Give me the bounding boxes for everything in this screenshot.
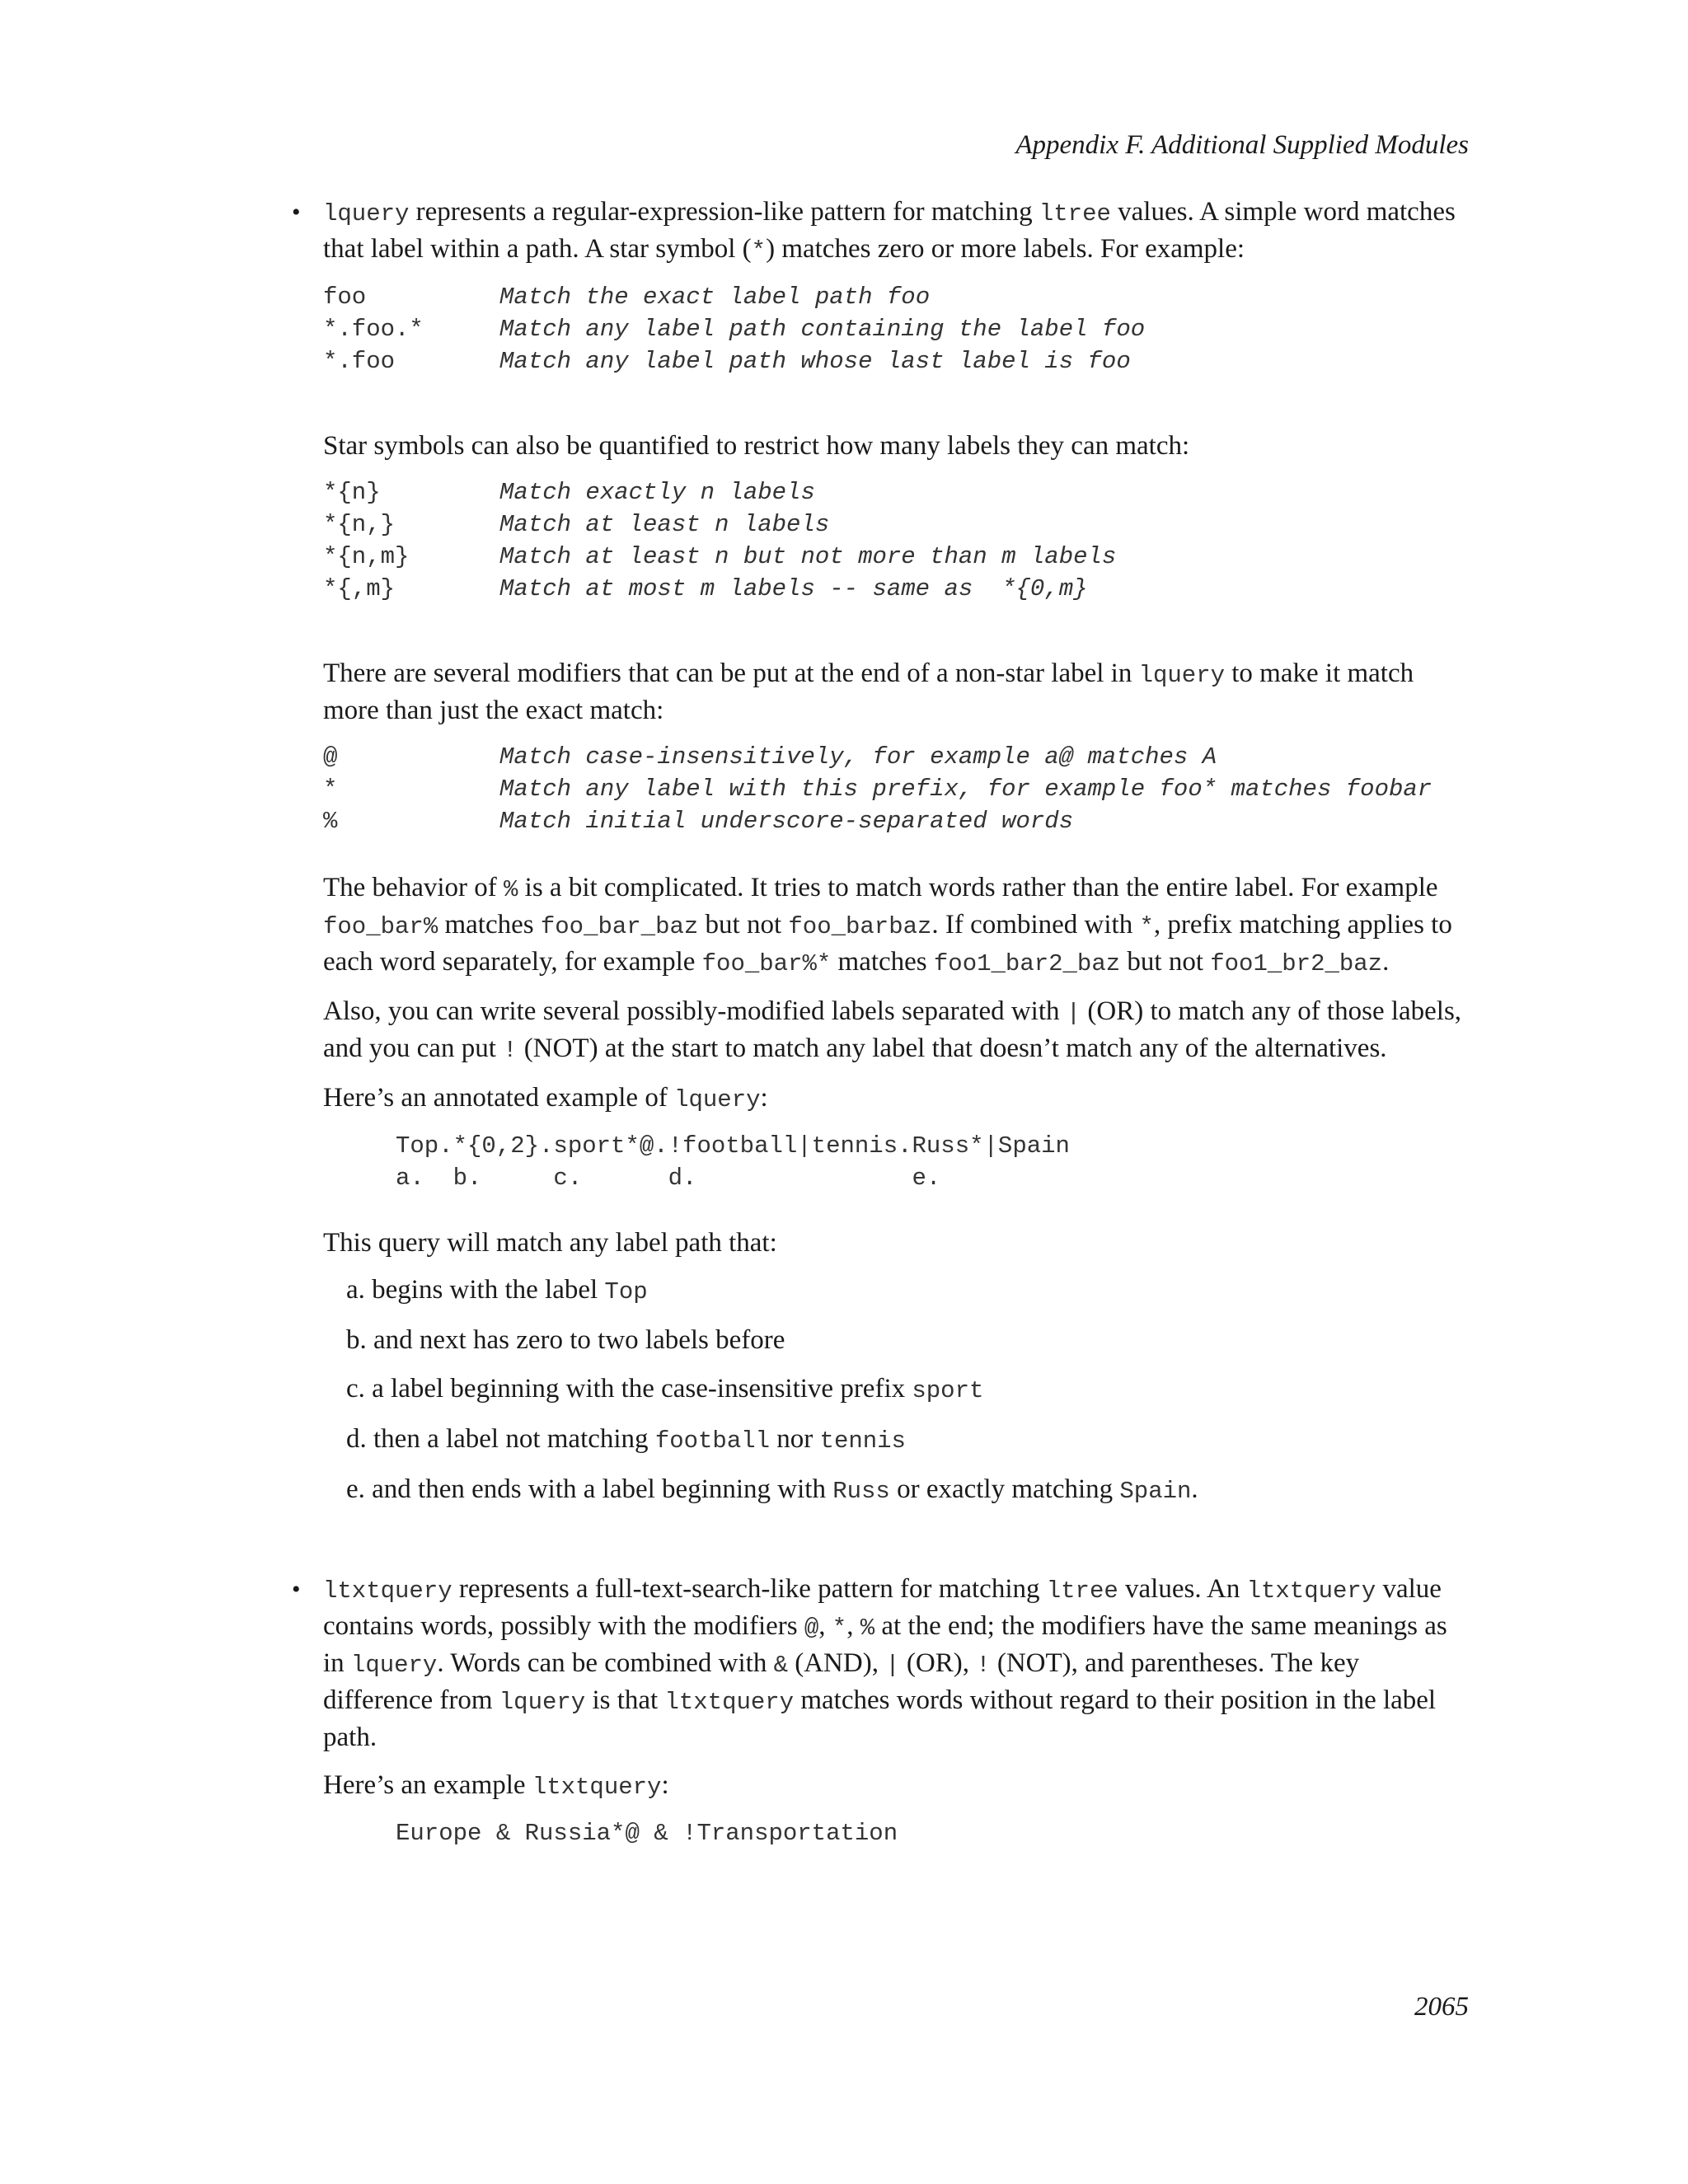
match-conditions-list xyxy=(346,1272,1469,1509)
pattern-desc: Match initial underscore-separated words xyxy=(499,808,1074,835)
text: , xyxy=(846,1611,860,1641)
percent-symbol: % xyxy=(504,876,518,903)
spacer xyxy=(323,1522,1469,1572)
text: . xyxy=(1191,1474,1198,1504)
text: Here’s an annotated example of xyxy=(323,1083,675,1113)
inline-code: football xyxy=(654,1427,771,1455)
text: but not xyxy=(698,910,789,940)
pattern-code: *{,m} xyxy=(323,575,396,602)
text: represents a full-text-search-like pattern for matching xyxy=(452,1574,1047,1604)
table-row xyxy=(323,773,1432,805)
text: . If combined with xyxy=(931,910,1140,940)
text: matches words without regard to their position in the label path. xyxy=(323,1685,1437,1752)
inline-code: foo_barbaz xyxy=(788,913,932,940)
inline-code: sport xyxy=(912,1377,984,1404)
page-body xyxy=(292,194,1469,1881)
quantifier-table xyxy=(323,476,1116,605)
inline-code: Spain xyxy=(1119,1478,1192,1505)
pattern-code: *.foo.* xyxy=(323,316,424,343)
modifier-symbol: * xyxy=(832,1615,847,1642)
modifier-symbol: @ xyxy=(804,1615,819,1642)
table-row xyxy=(323,345,1145,377)
text: foo xyxy=(886,284,931,311)
inline-code: tennis xyxy=(819,1427,906,1455)
text: at the end; the modifiers have the same meanings as in xyxy=(323,1611,1447,1678)
list-item xyxy=(346,1272,1469,1310)
term-lquery: lquery xyxy=(323,200,410,227)
text: , xyxy=(818,1611,832,1641)
table-row xyxy=(323,313,1145,345)
lquery-intro xyxy=(323,194,1469,269)
text: foo xyxy=(1087,348,1131,375)
text: matches xyxy=(831,947,934,977)
modifier-symbol: % xyxy=(860,1615,875,1642)
text: . xyxy=(1382,947,1390,977)
match-intro: This query will match any label path that: xyxy=(323,1228,777,1258)
pattern-code: *{n,m} xyxy=(323,543,410,570)
text: value contains words, possibly with the modifiers xyxy=(323,1574,1442,1641)
and-symbol: & xyxy=(773,1652,788,1679)
text: values. A simple word matches that label within a path. A star symbol ( xyxy=(323,197,1456,264)
pattern-code: * xyxy=(323,776,338,803)
text: Match the exact label path xyxy=(499,284,887,311)
running-header: Appendix F. Additional Supplied Modules xyxy=(1015,130,1469,160)
star-symbol: * xyxy=(751,237,767,265)
text: e. and then ends with a label beginning with xyxy=(346,1474,833,1504)
text: (NOT), and parentheses. The key difference from xyxy=(323,1648,1360,1715)
text: (AND), xyxy=(787,1648,886,1678)
pattern-desc: Match at least n but not more than m labels xyxy=(499,543,1117,570)
pattern-desc: Match at least n labels xyxy=(499,511,830,538)
text: c. a label beginning with the case-insensitive prefix xyxy=(346,1374,912,1404)
pattern-desc xyxy=(499,281,1145,313)
term-ltxtquery: ltxtquery xyxy=(323,1577,452,1605)
list-item xyxy=(346,1371,1469,1408)
text: : xyxy=(760,1083,768,1113)
term-ltree: ltree xyxy=(1039,200,1111,227)
inline-code: foo_bar%* xyxy=(701,950,832,977)
percent-behavior-paragraph xyxy=(323,870,1469,982)
text: . Words can be combined with xyxy=(437,1648,774,1678)
pattern-desc xyxy=(499,313,1145,345)
term-ltxtquery: ltxtquery xyxy=(1246,1577,1376,1605)
text: Here’s an example xyxy=(323,1770,532,1800)
text: Also, you can write several possibly-modified labels separated with xyxy=(323,996,1067,1026)
table-row xyxy=(323,476,1116,509)
table-row xyxy=(323,573,1116,605)
pattern-code: % xyxy=(323,808,338,835)
text: (NOT) at the start to match any label that doesn’t match any of the alternatives. xyxy=(517,1033,1387,1063)
modifier-intro xyxy=(323,656,1469,729)
inline-code: foo_bar_baz xyxy=(540,913,699,940)
text: There are several modifiers that can be put at the end of a non-star label in xyxy=(323,658,1139,688)
text: foo xyxy=(1101,316,1146,343)
quantifier-intro: Star symbols can also be quantified to restrict how many labels they can match: xyxy=(323,431,1190,461)
text: nor xyxy=(770,1424,820,1454)
inline-code: Top xyxy=(604,1278,648,1305)
bullet-icon: • xyxy=(292,1576,301,1603)
term-lquery: lquery xyxy=(674,1086,761,1113)
bang-symbol: ! xyxy=(503,1037,518,1064)
term-ltxtquery: ltxtquery xyxy=(664,1689,795,1716)
list-item xyxy=(346,1472,1469,1509)
text: matches xyxy=(438,910,541,940)
pipe-symbol: | xyxy=(1066,1000,1081,1027)
list-item xyxy=(346,1323,1469,1358)
pipe-symbol: | xyxy=(885,1652,900,1679)
text: (OR), xyxy=(899,1648,977,1678)
text: (OR) to match any of those labels, and you can put xyxy=(323,996,1462,1063)
bang-symbol: ! xyxy=(976,1652,991,1679)
text: a. begins with the label xyxy=(346,1275,605,1305)
pattern-desc: Match case-insensitively, for example a@ matches A xyxy=(499,743,1217,771)
or-not-paragraph xyxy=(323,994,1469,1068)
text: : xyxy=(661,1770,669,1800)
pattern-code: *{n,} xyxy=(323,511,396,538)
bullet-icon: • xyxy=(292,199,301,226)
page-number: 2065 xyxy=(1414,1992,1469,2022)
text: Match any label path whose last label is xyxy=(499,348,1088,375)
text: values. An xyxy=(1118,1574,1247,1604)
text: represents a regular-expression-like pattern for matching xyxy=(409,197,1039,227)
modifier-table xyxy=(323,741,1432,837)
table-row xyxy=(323,805,1432,837)
term-ltree: ltree xyxy=(1046,1577,1118,1605)
basic-pattern-table xyxy=(323,281,1145,377)
pattern-code: *{n} xyxy=(323,479,381,506)
ltxtquery-intro xyxy=(323,1572,1469,1755)
annotated-example-intro xyxy=(323,1080,1469,1118)
example-line: Top.*{0,2}.sport*@.!football|tennis.Russ*|Spain xyxy=(396,1132,1070,1160)
text: to make it match more than just the exact match: xyxy=(323,658,1414,725)
table-row xyxy=(323,541,1116,573)
list-item xyxy=(346,1422,1469,1459)
ltxtquery-bullet xyxy=(292,1572,1469,1849)
text: or exactly matching xyxy=(889,1474,1120,1504)
pattern-desc: Match any label with this prefix, for example foo* matches foobar xyxy=(499,776,1432,803)
inline-code: foo_bar% xyxy=(323,913,438,940)
text: ) matches zero or more labels. For example: xyxy=(766,234,1245,264)
table-row xyxy=(323,281,1145,313)
inline-code: foo1_br2_baz xyxy=(1210,950,1383,977)
pattern-desc: Match exactly n labels xyxy=(499,479,815,506)
star-symbol: * xyxy=(1139,913,1154,940)
term-ltxtquery: ltxtquery xyxy=(532,1774,662,1801)
text: is that xyxy=(585,1685,665,1715)
text: b. and next has zero to two labels before xyxy=(346,1325,785,1355)
text: , prefix matching applies to each word separately, for example xyxy=(323,910,1452,977)
pattern-code: *.foo xyxy=(323,348,396,375)
annotated-example-code xyxy=(396,1130,1469,1194)
text: d. then a label not matching xyxy=(346,1424,655,1454)
inline-code: Russ xyxy=(832,1478,890,1505)
term-lquery: lquery xyxy=(1138,662,1226,689)
table-row xyxy=(323,509,1116,541)
pattern-desc: Match at most m labels -- same as *{0,m} xyxy=(499,575,1088,602)
inline-code: foo1_bar2_baz xyxy=(933,950,1121,977)
pattern-desc xyxy=(499,345,1145,377)
text: but not xyxy=(1120,947,1211,977)
text: The behavior of xyxy=(323,873,504,902)
pattern-code: foo xyxy=(323,284,367,311)
term-lquery: lquery xyxy=(350,1652,438,1679)
pattern-code: @ xyxy=(323,743,338,771)
table-row xyxy=(323,741,1432,773)
term-lquery: lquery xyxy=(499,1689,586,1716)
ltxtquery-example-code: Europe & Russia*@ & !Transportation xyxy=(396,1820,898,1847)
lquery-bullet xyxy=(292,194,1469,1509)
ltxtquery-example-intro xyxy=(323,1768,1469,1805)
text: Match any label path containing the label xyxy=(499,316,1102,343)
example-annotation-line: a. b. c. d. e. xyxy=(396,1165,941,1192)
text: is a bit complicated. It tries to match words rather than the entire label. For example xyxy=(518,873,1438,902)
